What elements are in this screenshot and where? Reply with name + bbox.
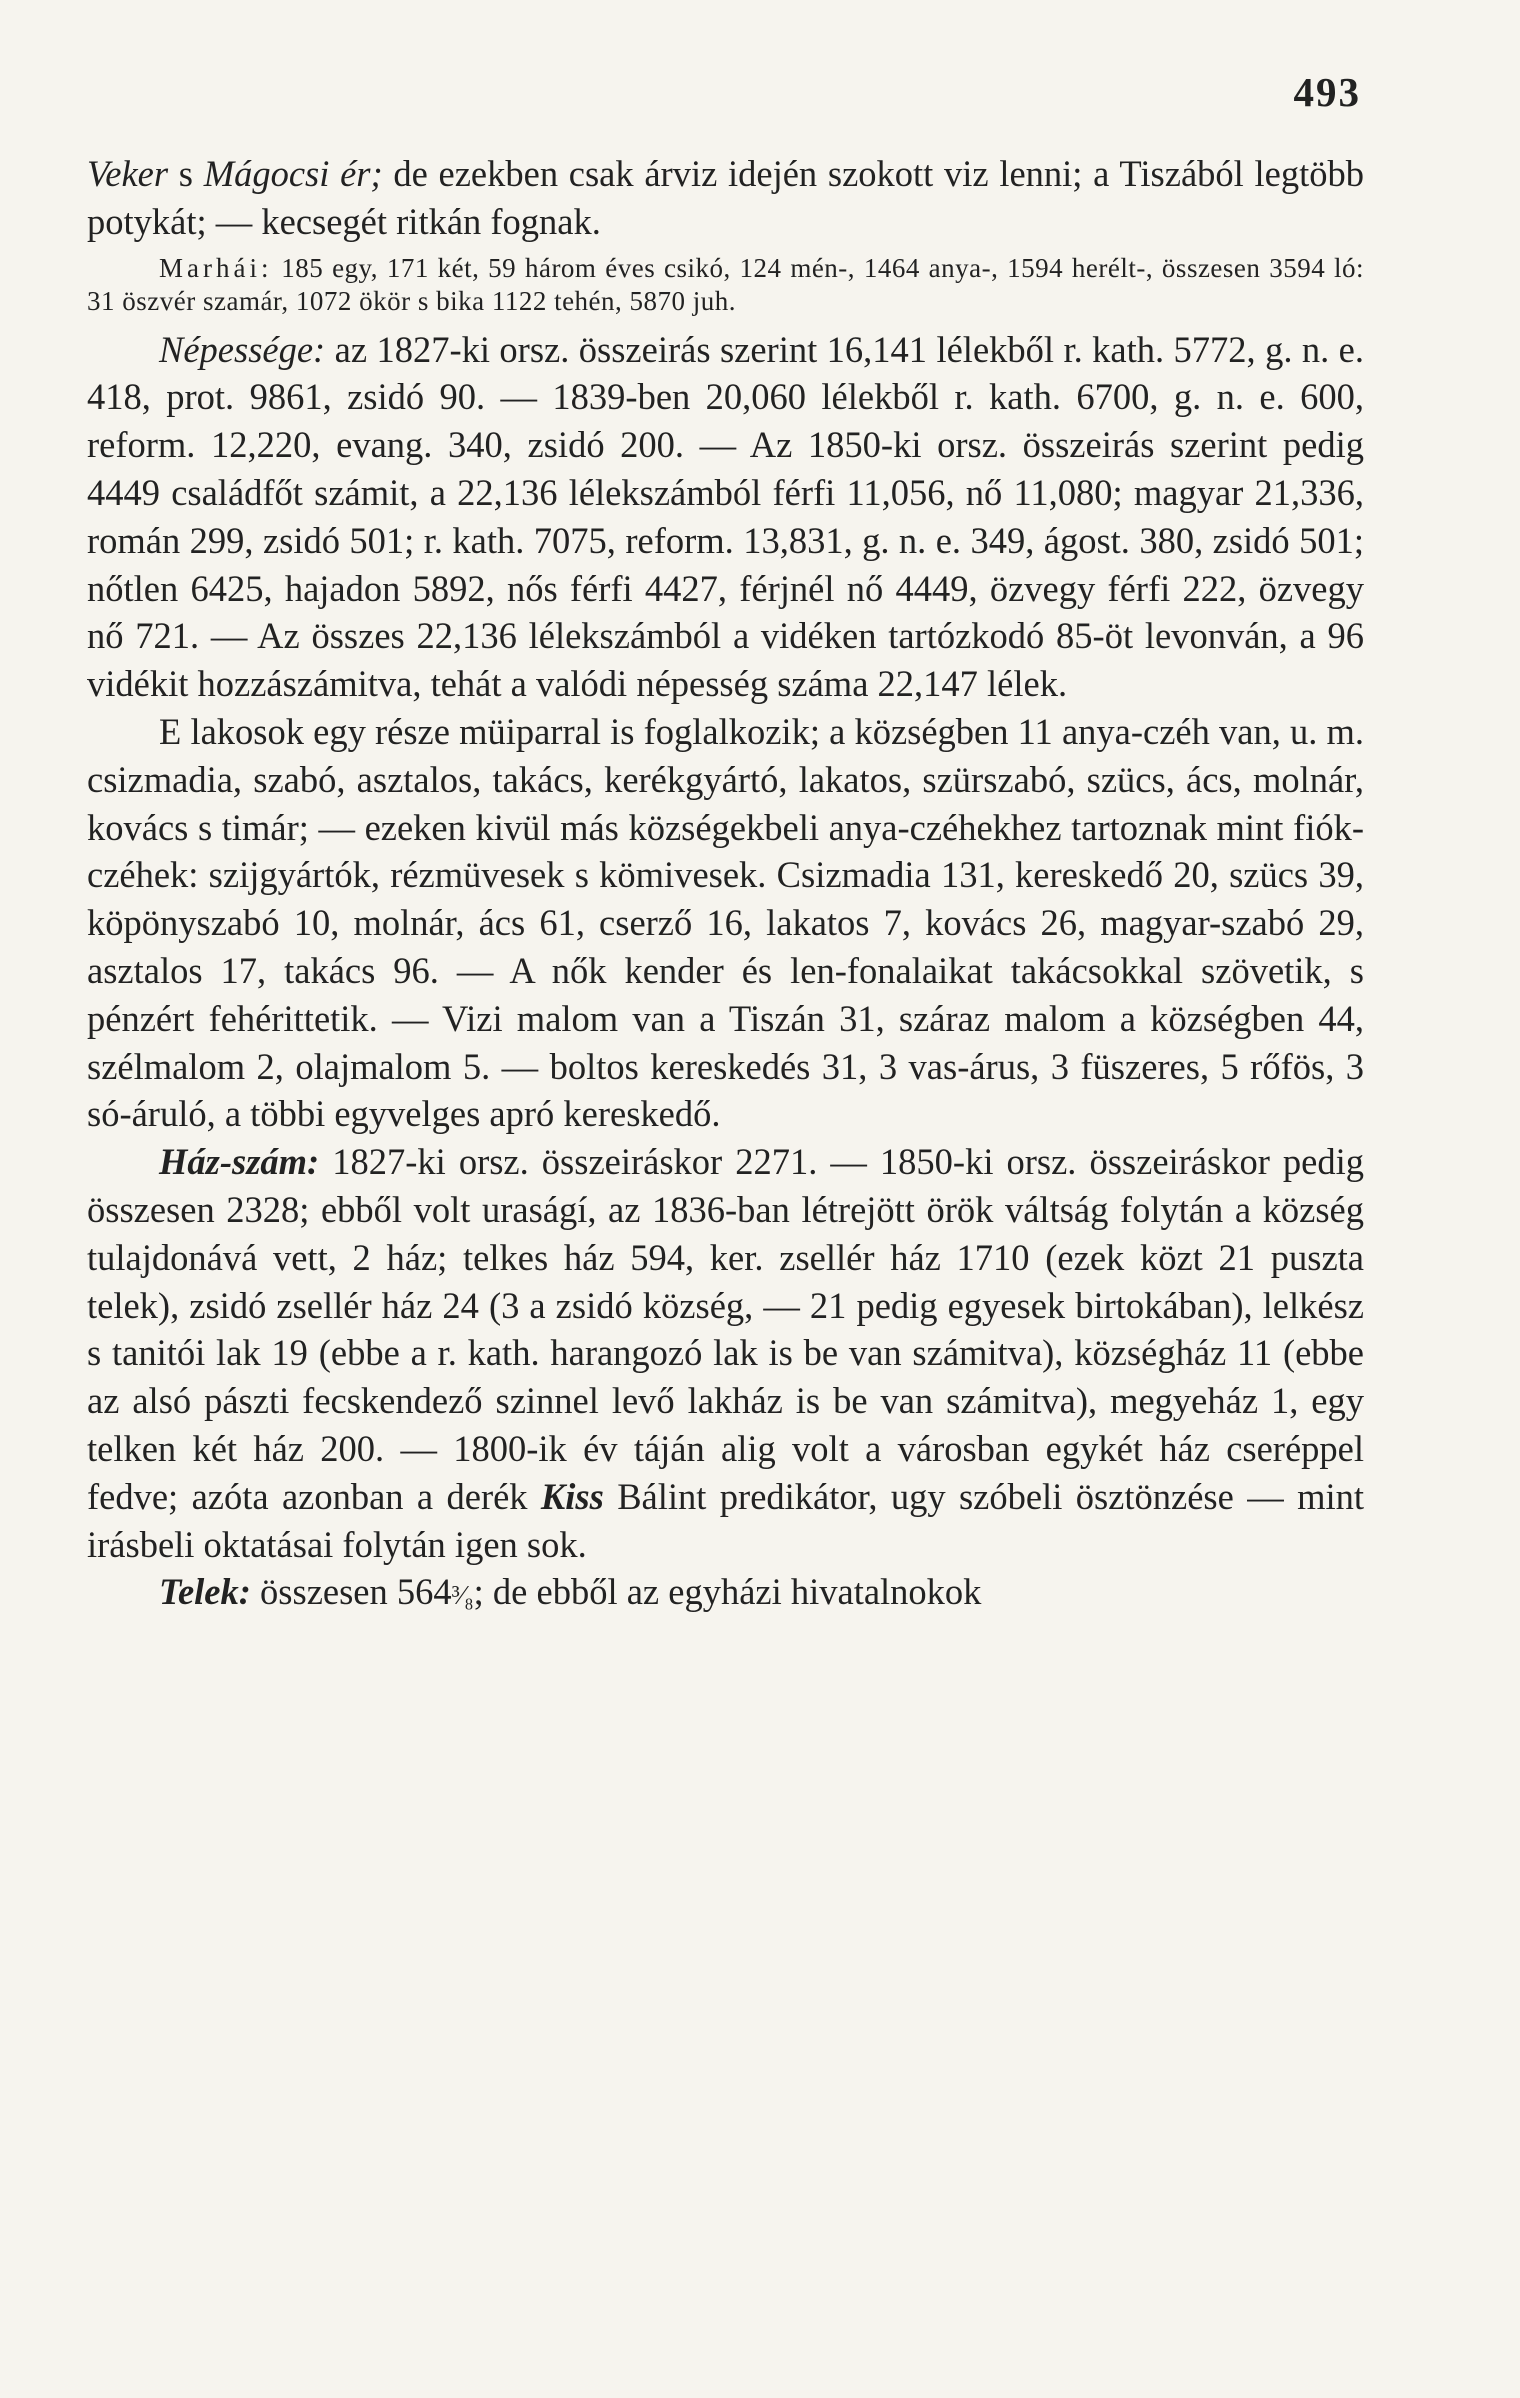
text: s — [168, 153, 204, 194]
paragraph-houses — [87, 1138, 1364, 1568]
place-name-veker: Veker — [87, 153, 169, 194]
text: E lakosok egy része müiparral is foglalkozik; a községben 11 anya-czéh van, u. m. csizmadia, szabó, asztalos, takács, kerékgyártó, lakatos, szürszabó, szücs, ács, molnár, kovács s timár; — ezeken kivül más községekbeli anya-czéhekhez tartoznak mint fiók-czéhek: szijgyártók, rézmüvesek s kömivesek. Csizmadia 131, kereskedő 20, szücs 39, köpönyszabó 10, molnár, ács 61, cserző 16, lakatos 7, kovács 26, magyar-szabó 29, asztalos 17, takács 96. — A nők kender és len-fonalaikat takácsokkal szövetik, s pénzért fehérittetik. — Vizi malom van a Tiszán 31, száraz malom a községben 44, szélmalom 2, olajmalom 5. — boltos kereskedés 31, 3 vas-árus, 3 füszeres, 5 rőfös, 3 só-áruló, a többi egyvelges apró kereskedő. — [87, 710, 1364, 1135]
livestock-label: Marhái: — [159, 252, 273, 283]
text: Bálint predikátor, ugy szóbeli ösztönzése — mint irásbeli oktatásai folytán igen sok. — [87, 1475, 1364, 1565]
paragraph-trades — [87, 708, 1364, 1138]
paragraph-waters — [87, 150, 1364, 246]
fraction: ³⁄₈ — [451, 1580, 474, 1611]
text: 1827-ki orsz. összeiráskor 2271. — 1850-ki orsz. összeiráskor pedig összesen 2328; ebből volt uraságí, az 1836-ban létrejött örök váltság folytán a község tulajdonává vett, 2 ház; telkes ház 594, ker. zsellér ház 1710 (ezek közt 21 puszta telek), zsidó zsellér ház 24 (3 a zsidó község, — 21 pedig egyesek birtokában), lelkész s tanitói lak 19 (ebbe a r. kath. harangozó lak is be van számitva), községház 11 (ebbe az alsó pászti fecskendező szinnel levő lakház is be van számitva), megyeház 1, egy telken két ház 200. — 1800-ik év táján alig volt a városban egykét ház cseréppel fedve; azóta azonban a derék — [87, 1141, 1364, 1517]
text: 185 egy, 171 két, 59 három éves csikó, 124 mén-, 1464 anya-, 1594 herélt-, összesen 3594 ló: 31 öszvér szamár, 1072 ökör s bika 1122 tehén, 5870 juh. — [87, 252, 1364, 316]
population-label: Népessége: — [159, 328, 326, 370]
page-number: 493 — [1293, 69, 1361, 115]
paragraph-plots — [87, 1568, 1364, 1620]
body-text — [87, 150, 1364, 1620]
text: de ezekben csak árviz idején szokott viz lenni; a Tiszából legtöbb potykát; — kecsegét ritkán fognak. — [87, 153, 1364, 242]
paragraph-livestock — [87, 246, 1364, 326]
paragraph-population — [87, 326, 1364, 708]
text: összesen 564 — [250, 1571, 452, 1613]
person-name-kiss: Kiss — [540, 1475, 604, 1517]
text: ; de ebből az egyházi hivatalnokok — [473, 1571, 982, 1613]
text: az 1827-ki orsz. összeirás szerint 16,141 lélekből r. kath. 5772, g. n. e. 418, prot. 9861, zsidó 90. — 1839-ben 20,060 lélekből r. kath. 6700, g. n. e. 600, reform. 12,220, evang. 340, zsidó 200. — Az 1850-ki orsz. összeirás szerint pedig 4449 családfőt számit, a 22,136 lélekszámból férfi 11,056, nő 11,080; magyar 21,336, román 299, zsidó 501; r. kath. 7075, reform. 13,831, g. n. e. 349, ágost. 380, zsidó 501; nőtlen 6425, hajadon 5892, nős férfi 4427, férjnél nő 4449, özvegy férfi 222, özvegy nő 721. — Az összes 22,136 lélekszámból a vidéken tartózkodó 85-öt levonván, a 96 vidékit hozzászámitva, tehát a valódi népesség száma 22,147 lélek. — [87, 328, 1364, 705]
plots-label: Telek: — [159, 1571, 251, 1613]
houses-label: Ház-szám: — [159, 1141, 320, 1183]
place-name-magocsi: Mágocsi ér; — [203, 153, 383, 194]
